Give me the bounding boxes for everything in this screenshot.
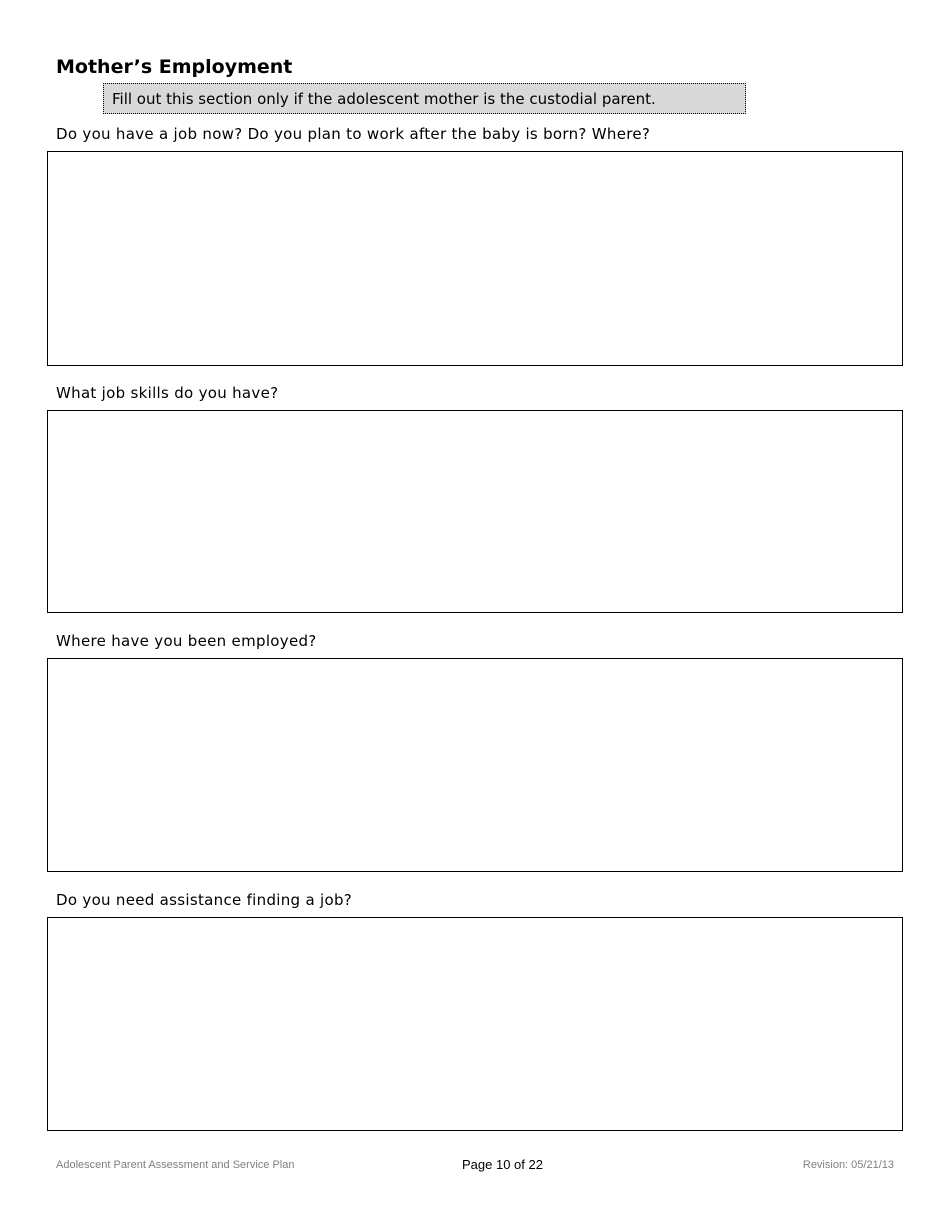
answer-field-current-job[interactable] bbox=[47, 151, 903, 366]
section-instruction-note: Fill out this section only if the adolescent mother is the custodial parent. bbox=[103, 83, 746, 114]
footer-revision-date: Revision: 05/21/13 bbox=[802, 1159, 894, 1171]
question-label-current-job: Do you have a job now? Do you plan to work after the baby is born? Where? bbox=[56, 125, 651, 143]
footer-document-title: Adolescent Parent Assessment and Service Plan bbox=[56, 1159, 295, 1171]
answer-field-job-assistance[interactable] bbox=[47, 917, 903, 1131]
question-label-past-employment: Where have you been employed? bbox=[56, 632, 317, 650]
question-label-job-assistance: Do you need assistance finding a job? bbox=[56, 891, 353, 909]
footer-page-number: Page 10 of 22 bbox=[462, 1157, 543, 1172]
question-label-job-skills: What job skills do you have? bbox=[56, 384, 279, 402]
answer-field-past-employment[interactable] bbox=[47, 658, 903, 872]
answer-field-job-skills[interactable] bbox=[47, 410, 903, 613]
section-title: Mother’s Employment bbox=[56, 56, 293, 78]
